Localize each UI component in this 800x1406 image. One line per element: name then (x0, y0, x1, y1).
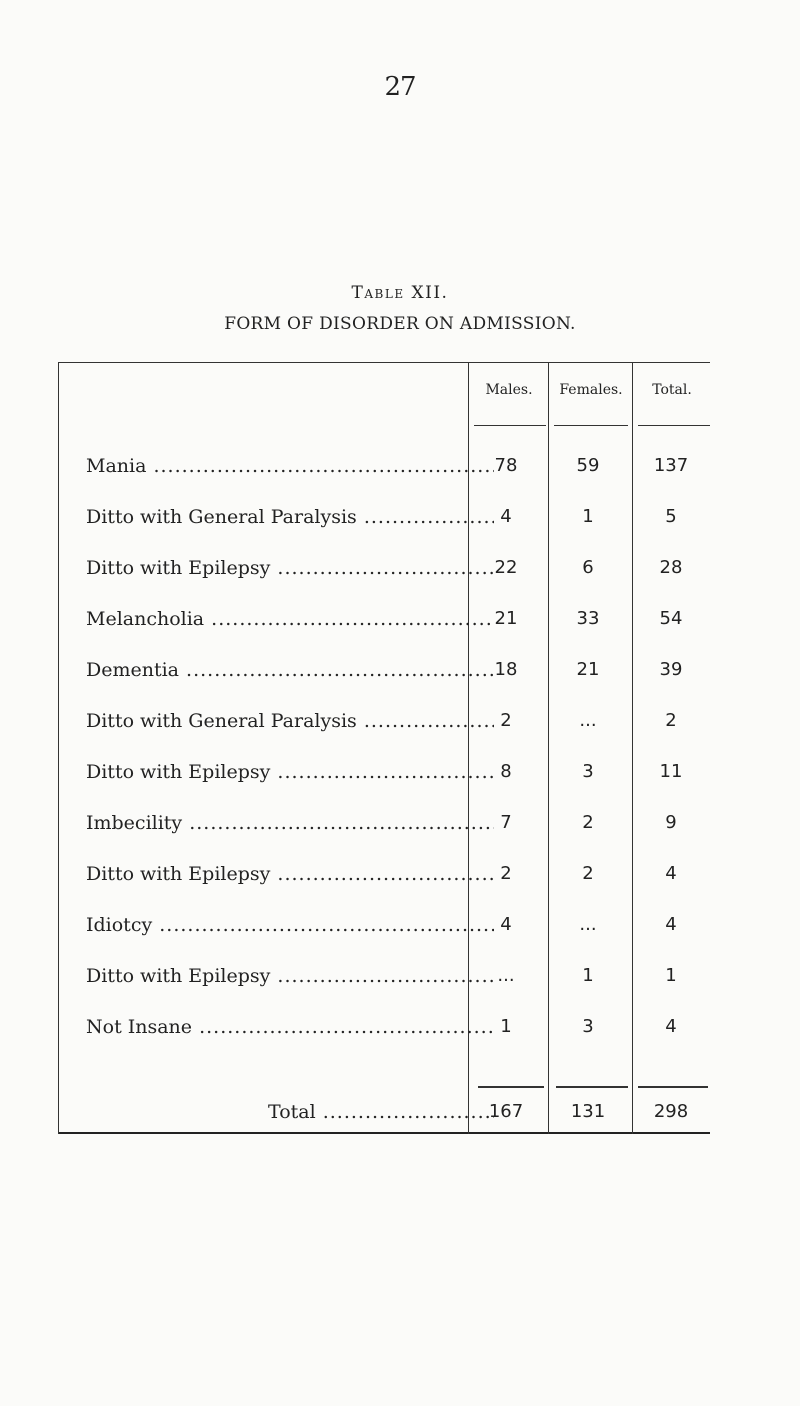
cell-males: 78 (494, 455, 518, 476)
table-row (58, 548, 710, 588)
row-label: Imbecility ..... (86, 803, 494, 843)
table-subtitle: FORM OF DISORDER ON ADMISSION. (224, 314, 576, 334)
cell-females: 33 (576, 608, 600, 629)
table-row (58, 497, 710, 537)
cell-males: 4 (500, 914, 512, 935)
cell-total: 1 (665, 965, 677, 986)
cell-males: 22 (494, 557, 518, 578)
table-row (58, 701, 710, 741)
table-row (58, 956, 710, 996)
total-females: 131 (570, 1101, 606, 1122)
cell-males: ... (497, 965, 515, 986)
total-rule-total (638, 1086, 708, 1088)
row-label: Melancholia ..... (86, 599, 494, 639)
cell-total: 4 (665, 863, 677, 884)
table-caption: Table XII. (351, 283, 449, 303)
cell-total: 39 (659, 659, 683, 680)
row-label: Ditto with Epilepsy ..... (86, 854, 494, 894)
page-number: 27 (384, 72, 416, 102)
cell-females: 6 (582, 557, 594, 578)
cell-males: 18 (494, 659, 518, 680)
row-label: Ditto with Epilepsy ..... (86, 548, 494, 588)
cell-males: 1 (500, 1016, 512, 1037)
cell-males: 2 (500, 863, 512, 884)
table-row (58, 752, 710, 792)
cell-females: ... (579, 914, 597, 935)
cell-females: ... (579, 710, 597, 731)
cell-females: 21 (576, 659, 600, 680)
table-row (58, 599, 710, 639)
cell-total: 28 (659, 557, 683, 578)
row-label: Ditto with General Paralysis ..... (86, 701, 494, 741)
cell-females: 2 (582, 812, 594, 833)
cell-males: 2 (500, 710, 512, 731)
header-rule-total (638, 425, 710, 426)
total-rule-males (478, 1086, 544, 1088)
row-label: Ditto with General Paralysis ..... (86, 497, 494, 537)
total-rule-females (556, 1086, 628, 1088)
row-label: Ditto with Epilepsy ..... (86, 752, 494, 792)
cell-females: 2 (582, 863, 594, 884)
column-header-females: Females. (559, 382, 623, 398)
cell-total: 137 (653, 455, 689, 476)
total-males: 167 (488, 1101, 524, 1122)
cell-total: 5 (665, 506, 677, 527)
cell-males: 4 (500, 506, 512, 527)
cell-total: 54 (659, 608, 683, 629)
cell-males: 7 (500, 812, 512, 833)
table-row (58, 1007, 710, 1047)
cell-males: 21 (494, 608, 518, 629)
cell-females: 1 (582, 506, 594, 527)
column-header-males: Males. (485, 382, 533, 398)
table-row (58, 854, 710, 894)
cell-total: 4 (665, 914, 677, 935)
total-row (58, 1092, 710, 1132)
row-label: Mania ..... (86, 446, 494, 486)
header-rule-males (474, 425, 546, 426)
total-total: 298 (653, 1101, 689, 1122)
cell-total: 4 (665, 1016, 677, 1037)
column-header-total: Total. (652, 382, 692, 398)
header-rule-females (554, 425, 628, 426)
row-label: Dementia ..... (86, 650, 494, 690)
cell-females: 3 (582, 1016, 594, 1037)
table-row (58, 446, 710, 486)
cell-males: 8 (500, 761, 512, 782)
row-label: Idiotcy ..... (86, 905, 494, 945)
cell-total: 2 (665, 710, 677, 731)
table-row (58, 905, 710, 945)
cell-females: 3 (582, 761, 594, 782)
row-label: Ditto with Epilepsy ..... (86, 956, 494, 996)
total-label: Total ..... (268, 1092, 494, 1132)
cell-total: 11 (659, 761, 683, 782)
table-row (58, 650, 710, 690)
table-row (58, 803, 710, 843)
row-label: Not Insane ..... (86, 1007, 494, 1047)
cell-females: 1 (582, 965, 594, 986)
cell-females: 59 (576, 455, 600, 476)
cell-total: 9 (665, 812, 677, 833)
